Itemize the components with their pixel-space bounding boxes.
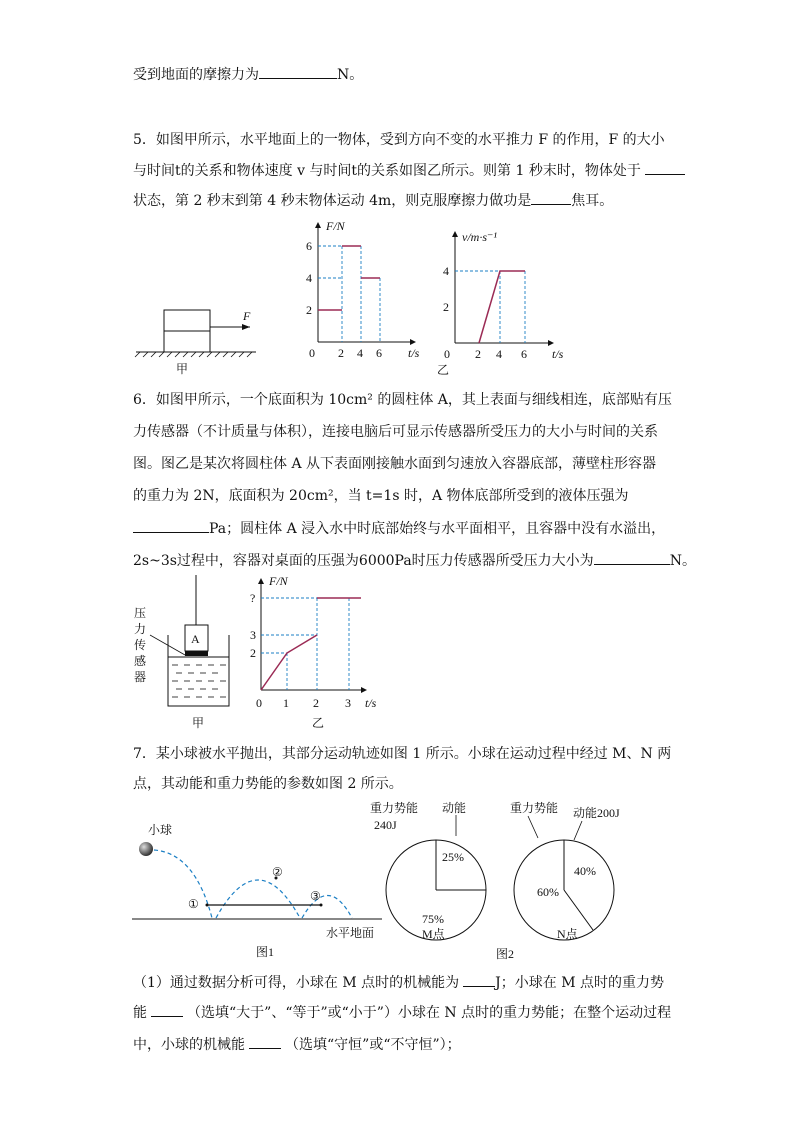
- x-axis-arrow: [410, 339, 416, 345]
- force-series: [261, 598, 361, 690]
- answer-blank[interactable]: [463, 972, 495, 987]
- ball-label: 小球: [148, 823, 173, 837]
- y-axis-arrow: [258, 578, 264, 584]
- q6-fig-jia: [130, 575, 250, 735]
- q7-fig2: [368, 798, 640, 960]
- y-axis-label: F/N: [326, 219, 345, 233]
- q5-velocity-chart: [437, 225, 578, 377]
- m-point-label: M点: [422, 927, 445, 941]
- answer-blank[interactable]: [133, 518, 209, 533]
- q6-line5: [133, 518, 665, 539]
- fig-caption: 乙: [437, 363, 450, 377]
- x-axis-label: t/s: [408, 346, 420, 360]
- q6-line2: 力传感器（不计质量与体积），连接电脑后可显示传感器所受压力的大小与时间的关系: [133, 424, 658, 440]
- q6-line1: 6．如图甲所示，一个底面积为 10cm² 的圆柱体 A，其上表面与细线相连，底部贴有压: [133, 392, 672, 408]
- q4-unit: N。: [337, 67, 364, 83]
- q7-sub1-line2: [133, 1002, 671, 1023]
- q7-sub1-text: J；小球在 M 点时的重力势: [495, 975, 665, 991]
- q7-line1: 7．某小球被水平抛出，其部分运动轨迹如图 1 所示。小球在运动过程中经过 M、N 两: [133, 746, 672, 762]
- n-pe-label: 重力势能: [510, 801, 559, 815]
- q7-sub1-line3: [133, 1034, 461, 1055]
- x-tick: 2: [313, 696, 319, 710]
- y-tick: 4: [443, 264, 449, 278]
- x-tick: 2: [475, 347, 481, 361]
- point-1-label: ①: [188, 897, 199, 911]
- guide-lines: [318, 246, 380, 342]
- x-axis-arrow: [548, 340, 554, 346]
- q7-fig1: [130, 818, 390, 958]
- m-ke-pct: 25%: [442, 850, 464, 864]
- q4-tail-line: [133, 64, 363, 85]
- answer-blank[interactable]: [151, 1002, 183, 1017]
- y-tick: 4: [306, 271, 312, 285]
- q5-force-chart: [300, 218, 430, 363]
- q6-unit: N。: [669, 553, 696, 569]
- x-tick: 4: [357, 346, 363, 360]
- point-2-label: ②: [272, 865, 283, 879]
- q5-line3-text: 状态，第 2 秒末到第 4 秒末物体运动 4m，则克服摩擦力做功是: [133, 193, 532, 209]
- m-pe-label: 重力势能: [370, 801, 419, 815]
- x-axis-label: t/s: [365, 696, 377, 710]
- y-tick: 2: [250, 646, 256, 660]
- x-tick: 3: [345, 696, 351, 710]
- n-point-label: N点: [557, 927, 578, 941]
- q7-sub1-line1: [133, 972, 664, 993]
- x-tick: 6: [376, 346, 382, 360]
- n-pe-pct: 60%: [537, 885, 559, 899]
- m-pe-pct: 75%: [422, 912, 444, 926]
- fig-caption: 乙: [312, 716, 325, 730]
- q5-unit: 焦耳。: [571, 193, 614, 209]
- x-tick: 0: [256, 696, 262, 710]
- n-pe-pointer: [528, 816, 538, 838]
- x-axis-label: t/s: [552, 347, 564, 361]
- ground-label: 水平地面: [326, 926, 375, 940]
- q5-line2: [133, 160, 685, 181]
- cylinder-label: A: [191, 632, 200, 646]
- pressure-sensor: [185, 651, 208, 656]
- point-3-label: ③: [310, 889, 321, 903]
- answer-blank[interactable]: [249, 1034, 281, 1049]
- q6-line6: [133, 550, 696, 571]
- answer-blank[interactable]: [531, 190, 571, 205]
- q6-force-chart: [245, 573, 375, 733]
- fig-caption: 甲: [176, 362, 189, 376]
- q5-fig-jia: [130, 300, 270, 380]
- q5-line3: [133, 190, 613, 211]
- q7-sub1-text: （1）通过数据分析可得，小球在 M 点时的机械能为: [133, 975, 460, 991]
- q5-line2-text: 与时间t的关系和物体速度 v 与时间t的关系如图乙所示。则第 1 秒末时，物体处于: [133, 163, 641, 179]
- trajectory-fall: [154, 850, 212, 918]
- water-dashes: [172, 665, 226, 697]
- arrow-head: [242, 324, 250, 330]
- velocity-series: [479, 271, 525, 343]
- force-label: F: [243, 309, 251, 323]
- q6-line6-text: 2s~3s过程中，容器对桌面的压强为6000Pa时压力传感器所受压力大小为: [133, 553, 594, 569]
- trajectory-bounce1: [216, 880, 300, 918]
- y-tick: 2: [443, 300, 449, 314]
- ball: [139, 842, 153, 856]
- q7-sub1-text: 能: [133, 1005, 147, 1021]
- q6-line5-text: Pa；圆柱体 A 浸入水中时底部始终与水平面相平，且容器中没有水溢出，: [209, 521, 666, 537]
- y-tick: 6: [306, 239, 312, 253]
- y-tick: 3: [250, 628, 256, 642]
- y-axis-arrow: [452, 231, 458, 237]
- answer-blank[interactable]: [645, 160, 685, 175]
- fig-caption: 甲: [192, 716, 205, 730]
- y-axis-label: v/m·s⁻¹: [462, 230, 497, 244]
- y-axis-arrow: [315, 222, 321, 228]
- q7-line2: 点，其动能和重力势能的参数如图 2 所示。: [133, 776, 403, 792]
- sensor-label-char: 压: [134, 606, 147, 620]
- velocity-line: [479, 271, 525, 343]
- y-tick: 2: [306, 303, 312, 317]
- point-1: [206, 904, 209, 907]
- force-series: [318, 246, 380, 310]
- force-line-0-2: [261, 635, 317, 690]
- x-tick: 1: [283, 696, 289, 710]
- sensor-label-char: 力: [134, 622, 147, 636]
- sensor-label-char: 感: [134, 654, 147, 668]
- ground-hatch: [135, 352, 252, 357]
- y-tick: ?: [250, 591, 256, 605]
- fig-caption: 图1: [256, 945, 275, 959]
- x-tick: 2: [338, 346, 344, 360]
- fig-caption: 图2: [496, 947, 515, 961]
- x-tick: 0: [309, 346, 315, 360]
- y-axis-label: F/N: [269, 574, 288, 588]
- sensor-label-char: 器: [134, 670, 147, 684]
- n-ke-label: 动能200J: [573, 806, 620, 820]
- guide-lines: [261, 598, 349, 690]
- q7-sub1-text: （选填“大于”、“等于”或“小于”）小球在 N 点时的重力势能；在整个运动过程: [187, 1005, 672, 1021]
- q7-sub1-text: （选填“守恒”或“不守恒”）；: [285, 1037, 461, 1053]
- answer-blank[interactable]: [259, 64, 337, 79]
- sensor-label-char: 传: [134, 638, 147, 652]
- point-3: [320, 904, 323, 907]
- q4-text: 受到地面的摩擦力为: [133, 67, 259, 83]
- x-tick: 6: [521, 347, 527, 361]
- m-ke-label: 动能: [442, 801, 467, 815]
- q7-sub1-text: 中，小球的机械能: [133, 1037, 245, 1053]
- x-tick: 4: [496, 347, 502, 361]
- x-tick: 0: [444, 347, 450, 361]
- n-ke-pct: 40%: [574, 864, 596, 878]
- x-axis-arrow: [361, 687, 367, 693]
- m-pe-value: 240J: [374, 818, 397, 832]
- answer-blank[interactable]: [594, 550, 670, 565]
- q6-line3: 图。图乙是某次将圆柱体 A 从下表面刚接触水面到匀速放入容器底部，薄壁柱形容器: [133, 456, 657, 472]
- q6-line4: 的重力为 2N，底面积为 20cm²，当 t=1s 时，A 物体底部所受到的液体压强为: [133, 488, 629, 504]
- n-ke-pointer: [574, 821, 582, 840]
- q5-line1: 5．如图甲所示，水平地面上的一物体，受到方向不变的水平推力 F 的作用，F 的大小: [133, 132, 665, 148]
